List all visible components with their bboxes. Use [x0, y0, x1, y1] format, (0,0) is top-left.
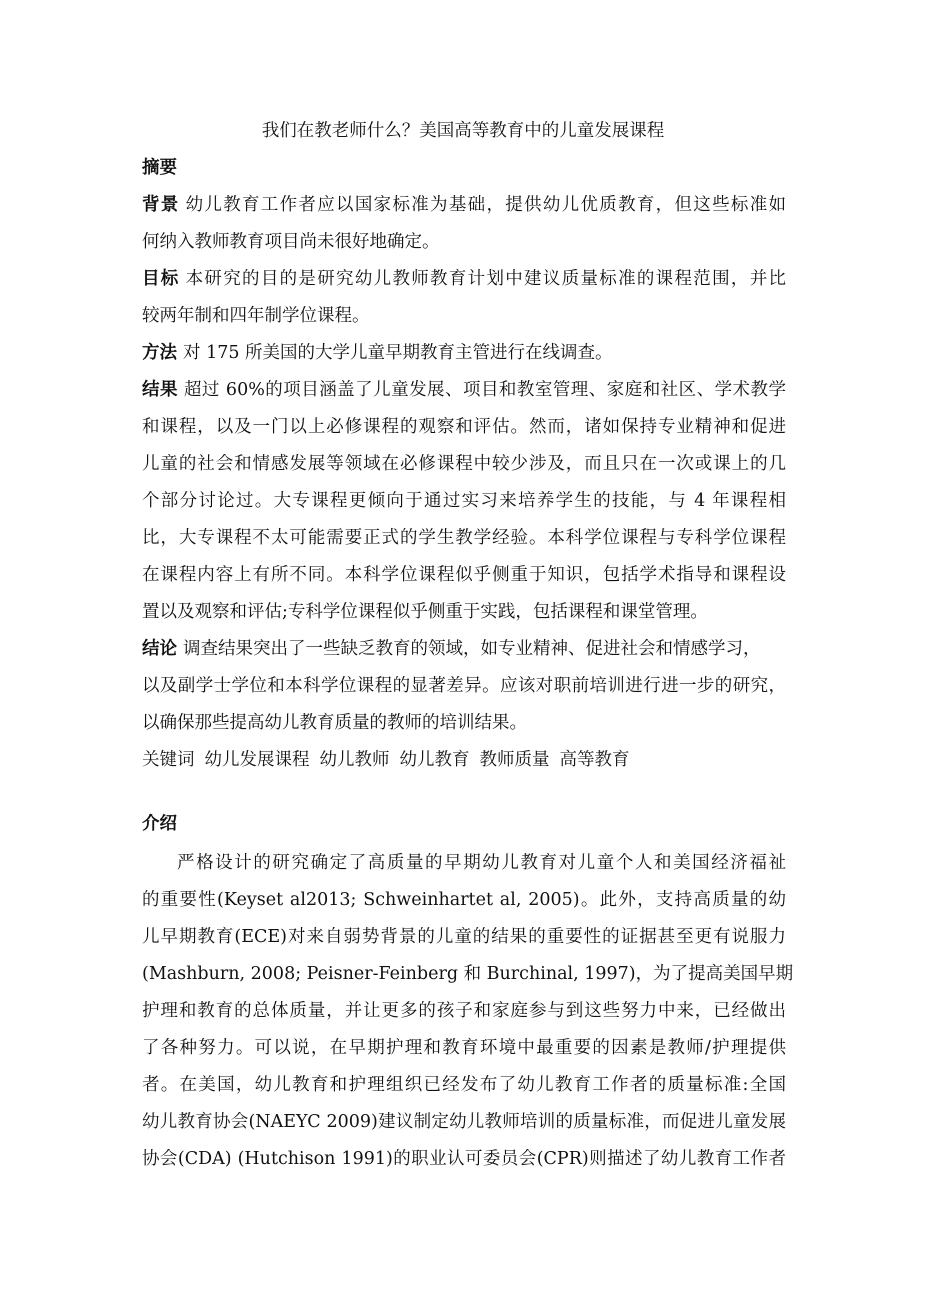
abstract-conclusion-line: 结论 调查结果突出了一些缺乏教育的领域，如专业精神、促进社会和情感学习，	[142, 639, 761, 659]
keyword: 幼儿教师	[319, 750, 390, 770]
intro-paragraph-line: 的重要性(Keyset al2013; Schweinhartet al, 2005)。此外，支持高质量的幼	[142, 890, 786, 910]
section-label-objective: 目标	[142, 269, 180, 289]
keywords-line	[142, 748, 630, 772]
abstract-background-line: 背景 幼儿教育工作者应以国家标准为基础，提供幼儿优质教育，但这些标准如	[142, 195, 787, 215]
paper-title: 我们在教老师什么？美国高等教育中的儿童发展课程	[261, 121, 665, 141]
abstract-results-line: 个部分讨论过。大专课程更倾向于通过实习来培养学生的技能，与 4 年课程相	[142, 491, 786, 511]
keyword: 幼儿发展课程	[204, 750, 310, 770]
intro-paragraph-line: 护理和教育的总体质量，并让更多的孩子和家庭参与到这些努力中来，已经做出	[142, 1001, 786, 1021]
abstract-heading: 摘要	[142, 158, 177, 178]
abstract-objective-line: 较两年制和四年制学位课程。	[142, 306, 370, 326]
section-label-method: 方法	[142, 343, 177, 363]
keyword: 幼儿教育	[399, 750, 470, 770]
section-label-conclusion: 结论	[142, 639, 177, 659]
intro-paragraph-line: 儿早期教育(ECE)对来自弱势背景的儿童的结果的重要性的证据甚至更有说服力	[142, 927, 786, 947]
abstract-results-line: 置以及观察和评估;专科学位课程似乎侧重于实践，包括课程和课堂管理。	[142, 602, 708, 622]
intro-heading: 介绍	[142, 814, 177, 834]
abstract-results-line: 在课程内容上有所不同。本科学位课程似乎侧重于知识，包括学术指导和课程设	[142, 565, 786, 585]
abstract-objective-line: 目标 本研究的目的是研究幼儿教师教育计划中建议质量标准的课程范围，并比	[142, 269, 787, 289]
abstract-background-line: 何纳入教师教育项目尚未很好地确定。	[142, 232, 440, 252]
section-label-background: 背景	[142, 195, 180, 215]
abstract-conclusion-line: 以及副学士学位和本科学位课程的显著差异。应该对职前培训进行进一步的研究，	[142, 676, 786, 696]
abstract-conclusion-line: 以确保那些提高幼儿教育质量的教师的培训结果。	[142, 713, 527, 733]
intro-paragraph-line: 协会(CDA) (Hutchison 1991)的职业认可委员会(CPR)则描述了幼儿教育工作者	[142, 1149, 786, 1169]
intro-paragraph-line: 者。在美国，幼儿教育和护理组织已经发布了幼儿教育工作者的质量标准:全国	[142, 1075, 786, 1095]
intro-paragraph-line: (Mashburn, 2008; Peisner-Feinberg 和 Burchinal, 1997)，为了提高美国早期	[142, 964, 794, 984]
intro-paragraph-line: 了各种努力。可以说，在早期护理和教育环境中最重要的因素是教师/护理提供	[142, 1038, 786, 1058]
abstract-results-line: 儿童的社会和情感发展等领域在必修课程中较少涉及，而且只在一次或课上的几	[142, 454, 786, 474]
section-label-results: 结果	[142, 380, 178, 400]
abstract-results-line: 结果 超过 60%的项目涵盖了儿童发展、项目和教室管理、家庭和社区、学术教学	[142, 380, 786, 400]
abstract-results-line: 比，大专课程不太可能需要正式的学生教学经验。本科学位课程与专科学位课程	[142, 528, 786, 548]
intro-paragraph-line: 严格设计的研究确定了高质量的早期幼儿教育对儿童个人和美国经济福祉	[177, 853, 786, 873]
abstract-results-line: 和课程，以及一门以上必修课程的观察和评估。然而，诸如保持专业精神和促进	[142, 417, 786, 437]
keyword: 高等教育	[559, 750, 630, 770]
keywords-label: 关键词	[142, 750, 195, 770]
abstract-method-line: 方法 对 175 所美国的大学儿童早期教育主管进行在线调查。	[142, 343, 613, 363]
keyword: 教师质量	[479, 750, 550, 770]
intro-paragraph-line: 幼儿教育协会(NAEYC 2009)建议制定幼儿教师培训的质量标准，而促进儿童发展	[142, 1112, 786, 1132]
